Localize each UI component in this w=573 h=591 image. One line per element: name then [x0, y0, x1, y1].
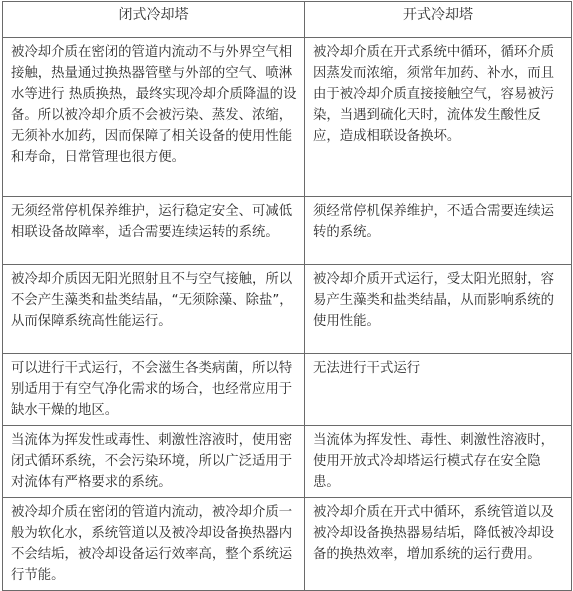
header-open-tower: 开式冷却塔 [305, 2, 572, 38]
table-row [3, 354, 572, 426]
table-row [3, 498, 572, 591]
open-cell: 须经常停机保养维护，不适合需要连续运转的系统。 [305, 197, 572, 265]
table-header-row [3, 2, 572, 38]
open-cell: 当流体为挥发性、毒性、刺激性溶液时，使用开放式冷却塔运行模式存在安全隐患。 [305, 426, 572, 498]
table-row [3, 38, 572, 197]
open-cell: 被冷却介质在开式系统中循环，循环介质因蒸发而浓缩，须常年加药、补水，而且由于被冷却介质直接接触空气，容易被污染，当遇到硫化天时，流体发生酸性反应，造成相联设备换坏。 [305, 38, 572, 197]
open-cell: 被冷却介质开式运行，受太阳光照射，容易产生藻类和盐类结晶，从而影响系统的使用性能。 [305, 265, 572, 354]
closed-cell: 被冷却介质在密闭的管道内流动，被冷却介质一般为软化水，系统管道以及被冷却设备换热器内不会结垢，被冷却设备运行效率高，整个系统运行节能。 [3, 498, 305, 591]
comparison-table [2, 1, 572, 591]
header-closed-tower: 闭式冷却塔 [3, 2, 305, 38]
closed-cell: 被冷却介质在密闭的管道内流动不与外界空气相接触，热量通过换热器管壁与外部的空气、喷淋水等进行 热质换热，最终实现冷却介质降温的设备。所以被冷却介质不会被污染、蒸发、浓缩，无须补水加药，因而保障了相关设备的使用性能和寿命，日常管理也很方便。 [3, 38, 305, 197]
table-row [3, 197, 572, 265]
open-cell: 无法进行干式运行 [305, 354, 572, 426]
closed-cell: 当流体为挥发性或毒性、刺激性溶液时，使用密闭式循环系统，不会污染环境，所以广泛适用于对流体有严格要求的系统。 [3, 426, 305, 498]
closed-cell: 无须经常停机保养维护，运行稳定安全、可减低相联设备故障率，适合需要连续运转的系统。 [3, 197, 305, 265]
closed-cell: 可以进行干式运行，不会滋生各类病菌，所以特别适用于有空气净化需求的场合，也经常应用于缺水干燥的地区。 [3, 354, 305, 426]
table-row [3, 426, 572, 498]
table-row [3, 265, 572, 354]
open-cell: 被冷却介质在开式中循环，系统管道以及被冷却设备换热器易结垢，降低被冷却设备的换热效率，增加系统的运行费用。 [305, 498, 572, 591]
closed-cell: 被冷却介质因无阳光照射且不与空气接触，所以不会产生藻类和盐类结晶，“无须除藻、除盐”，从而保障系统高性能运行。 [3, 265, 305, 354]
